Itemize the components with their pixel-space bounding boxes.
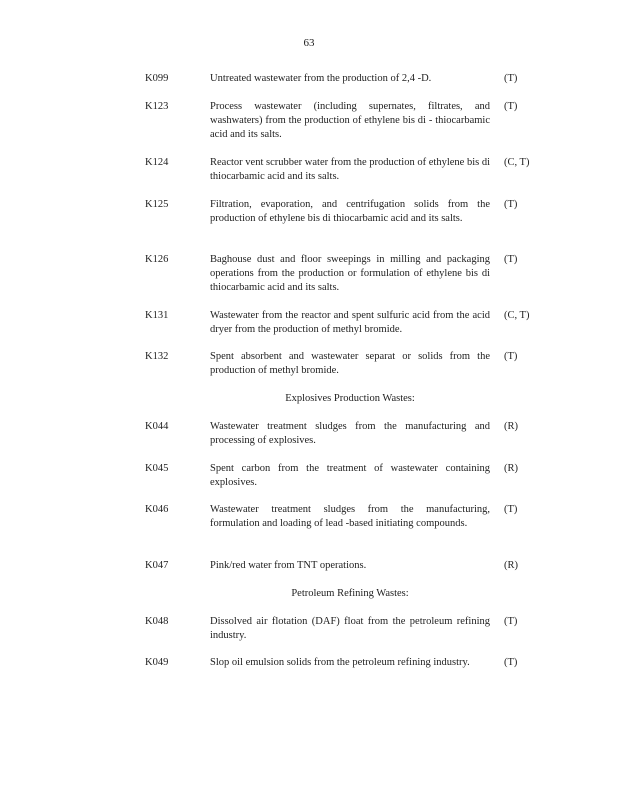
waste-code: K132: [145, 351, 169, 362]
waste-description: Process wastewater (including supernates, filtrates, and washwaters) from the production of ethylene bis di - thiocarbamic acid and its salts.: [210, 101, 490, 140]
hazard-code: (T): [504, 101, 518, 112]
hazard-code: (T): [504, 616, 518, 627]
waste-code: K045: [145, 463, 169, 474]
waste-code: K123: [145, 101, 169, 112]
waste-description: Baghouse dust and floor sweepings in milling and packaging operations from the production or formulation of ethylene bis di thiocarbamic acid and its salts.: [210, 254, 490, 293]
hazard-code: (T): [504, 199, 518, 210]
waste-code: K048: [145, 616, 169, 627]
section-heading-petroleum: Petroleum Refining Wastes:: [291, 588, 409, 599]
waste-code: K124: [145, 157, 169, 168]
hazard-code: (T): [504, 657, 518, 668]
hazard-code: (R): [504, 560, 518, 571]
waste-description: Untreated wastewater from the production of 2,4 -D.: [210, 73, 432, 84]
hazard-code: (T): [504, 73, 518, 84]
waste-code: K125: [145, 199, 169, 210]
page-number: 63: [303, 37, 315, 49]
section-heading-explosives: Explosives Production Wastes:: [285, 393, 415, 404]
waste-code: K099: [145, 73, 169, 84]
waste-description: Dissolved air flotation (DAF) float from the petroleum refining industry.: [210, 616, 490, 641]
waste-description: Wastewater treatment sludges from the manufacturing and processing of explosives.: [210, 421, 490, 446]
hazard-code: (C, T): [504, 157, 530, 168]
waste-code: K131: [145, 310, 169, 321]
waste-description: Pink/red water from TNT operations.: [210, 560, 367, 571]
waste-code: K044: [145, 421, 169, 432]
hazard-code: (R): [504, 463, 518, 474]
waste-description: Wastewater from the reactor and spent sulfuric acid from the acid dryer from the production of methyl bromide.: [210, 310, 490, 335]
waste-description: Spent carbon from the treatment of wastewater containing explosives.: [210, 463, 490, 488]
hazard-code: (T): [504, 504, 518, 515]
waste-description: Filtration, evaporation, and centrifugation solids from the production of ethylene bis di thiocarbamic acid and its salts.: [210, 199, 490, 224]
waste-description: Slop oil emulsion solids from the petroleum refining industry.: [210, 657, 470, 668]
waste-code: K047: [145, 560, 169, 571]
hazard-code: (T): [504, 254, 518, 265]
waste-code: K046: [145, 504, 169, 515]
hazard-code: (R): [504, 421, 518, 432]
hazard-code: (C, T): [504, 310, 530, 321]
waste-code: K049: [145, 657, 169, 668]
waste-description: Wastewater treatment sludges from the manufacturing, formulation and loading of lead -based initiating compounds.: [210, 504, 490, 529]
waste-code: K126: [145, 254, 169, 265]
waste-description: Spent absorbent and wastewater separat or solids from the production of methyl bromide.: [210, 351, 490, 376]
hazard-code: (T): [504, 351, 518, 362]
waste-description: Reactor vent scrubber water from the production of ethylene bis di thiocarbamic acid and its salts.: [210, 157, 490, 182]
